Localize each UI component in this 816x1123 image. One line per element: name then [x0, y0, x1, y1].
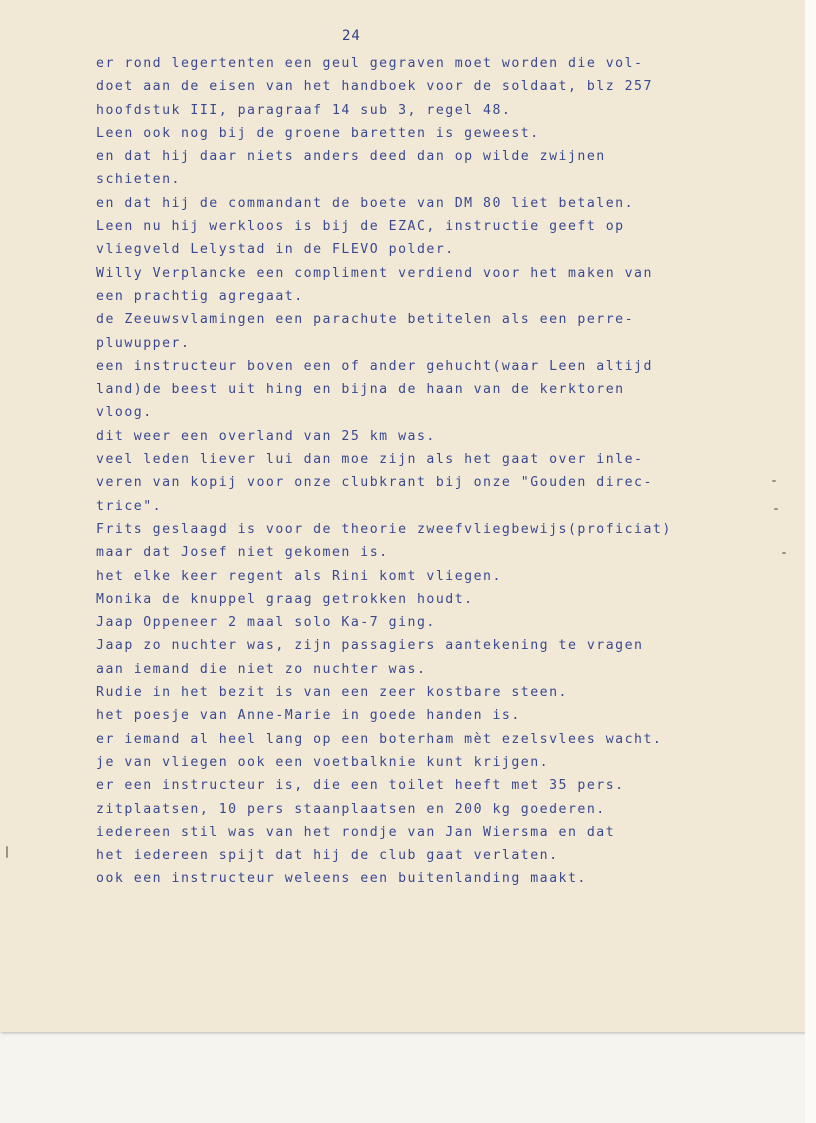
text-line: Jaap Oppeneer 2 maal solo Ka-7 ging.	[96, 615, 436, 631]
text-line: pluwupper.	[96, 335, 191, 351]
text-line: trice".	[96, 498, 163, 514]
text-line: er iemand al heel lang op een boterham mèt ezelsvlees wacht.	[96, 731, 663, 747]
text-line: Leen ook nog bij de groene baretten is geweest.	[96, 125, 540, 141]
page-number: 24	[342, 28, 361, 44]
text-line: vliegveld Lelystad in de FLEVO polder.	[96, 242, 455, 258]
margin-mark	[6, 846, 8, 858]
text-line: Leen nu hij werkloos is bij de EZAC, instructie geeft op	[96, 219, 625, 235]
page-body-text	[96, 52, 786, 891]
text-line: aan iemand die niet zo nuchter was.	[96, 661, 427, 677]
text-line: een prachtig agregaat.	[96, 288, 304, 304]
scan-edge	[805, 0, 816, 1123]
text-line: het iedereen spijt dat hij de club gaat verlaten.	[96, 848, 559, 864]
text-line: iedereen stil was van het rondje van Jan Wiersma en dat	[96, 824, 616, 840]
text-line: land)de beest uit hing en bijna de haan van de kerktoren	[96, 382, 625, 398]
text-line: ook een instructeur weleens een buitenlanding maakt.	[96, 871, 587, 887]
text-line: een instructeur boven een of ander gehucht(waar Leen altijd	[96, 358, 653, 374]
margin-mark	[772, 480, 776, 482]
text-line: het poesje van Anne-Marie in goede handen is.	[96, 708, 521, 724]
margin-mark	[782, 552, 786, 554]
text-line: maar dat Josef niet gekomen is.	[96, 545, 389, 561]
text-line: de Zeeuwsvlamingen een parachute betitelen als een perre-	[96, 312, 635, 328]
text-line: er rond legertenten een geul gegraven moet worden die vol-	[96, 56, 644, 71]
text-line: dit weer een overland van 25 km was.	[96, 428, 436, 444]
margin-mark	[774, 508, 778, 510]
text-line: Rudie in het bezit is van een zeer kostbare steen.	[96, 685, 568, 701]
text-line: er een instructeur is, die een toilet heeft met 35 pers.	[96, 778, 625, 794]
text-line: veel leden liever lui dan moe zijn als het gaat over inle-	[96, 452, 644, 468]
text-line: je van vliegen ook een voetbalknie kunt krijgen.	[96, 754, 550, 770]
text-line: veren van kopij voor onze clubkrant bij onze "Gouden direc-	[96, 475, 653, 491]
text-line: hoofdstuk III, paragraaf 14 sub 3, regel 48.	[96, 102, 512, 118]
text-line: en dat hij de commandant de boete van DM 80 liet betalen.	[96, 195, 635, 211]
text-line: het elke keer regent als Rini komt vliegen.	[96, 568, 502, 584]
text-line: Willy Verplancke een compliment verdiend voor het maken van	[96, 265, 653, 281]
text-line: Frits geslaagd is voor de theorie zweefvliegbewijs(proficiat)	[96, 521, 672, 537]
text-line: Monika de knuppel graag getrokken houdt.	[96, 591, 474, 607]
text-line: vloog.	[96, 405, 153, 421]
text-line: en dat hij daar niets anders deed dan op wilde zwijnen	[96, 149, 606, 165]
text-line: Jaap zo nuchter was, zijn passagiers aantekening te vragen	[96, 638, 644, 654]
text-line: schieten.	[96, 172, 181, 188]
text-line: zitplaatsen, 10 pers staanplaatsen en 200 kg goederen.	[96, 801, 606, 817]
text-line: doet aan de eisen van het handboek voor de soldaat, blz 257	[96, 79, 653, 95]
